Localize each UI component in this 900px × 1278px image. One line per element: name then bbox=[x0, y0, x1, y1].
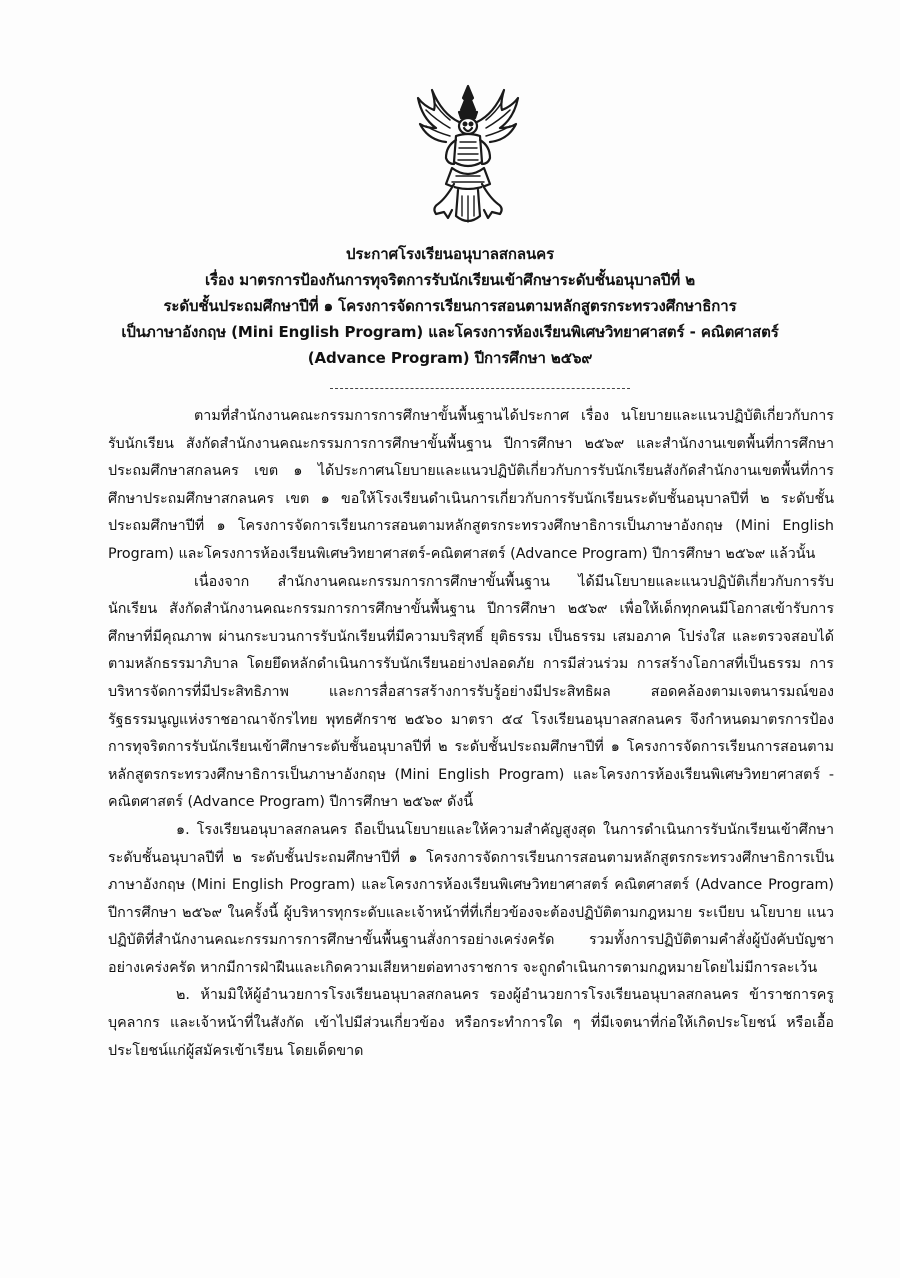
paragraph-measure-1: ๑. โรงเรียนอนุบาลสกลนคร ถือเป็นนโยบายและให้ความสำคัญสูงสุด ในการดำเนินการรับนักเรียนเข้าศึกษาระดับชั้นอนุบาลปีที่ ๒ ระดับชั้นประถมศึกษาปีที่ ๑ โครงการจัดการเรียนการสอนตามหลักสูตรกระทรวงศึกษาธิการเป็นภาษาอังกฤษ (Mini English Program) และโครงการห้องเรียนพิเศษวิทยาศาสตร์ คณิตศาสตร์ (Advance Program) ปีการศึกษา ๒๕๖๙ ในครั้งนี้ ผู้บริหารทุกระดับและเจ้าหน้าที่ที่เกี่ยวข้องจะต้องปฏิบัติตามกฎหมาย ระเบียบ นโยบาย แนวปฏิบัติที่สำนักงานคณะกรรมการการศึกษาขั้นพื้นฐานสั่งการอย่างเคร่งครัด รวมทั้งการปฏิบัติตามคำสั่งผู้บังคับบัญชาอย่างเคร่งครัด หากมีการฝ่าฝืนและเกิดความเสียหายต่อทางราชการ จะถูกดำเนินการตามกฎหมายโดยไม่มีการละเว้น bbox=[108, 821, 834, 976]
title-line-subject: เรื่อง มาตรการป้องกันการทุจริตการรับนักเรียนเข้าศึกษาระดับชั้นอนุบาลปีที่ ๒ bbox=[204, 271, 696, 289]
title-line-5: (Advance Program) ปีการศึกษา ๒๕๖๙ bbox=[307, 349, 593, 367]
announcement-title bbox=[90, 241, 810, 371]
garuda-emblem-icon bbox=[412, 84, 524, 229]
paragraph-background: ตามที่สำนักงานคณะกรรมการการศึกษาขั้นพื้นฐานได้ประกาศ เรื่อง นโยบายและแนวปฏิบัติเกี่ยวกับการรับนักเรียน สังกัดสำนักงานคณะกรรมการการศึกษาขั้นพื้นฐาน ปีการศึกษา ๒๕๖๙ และสำนักงานเขตพื้นที่การศึกษาประถมศึกษาสกลนคร เขต ๑ ได้ประกาศนโยบายและแนวปฏิบัติเกี่ยวกับการรับนักเรียนสังกัดสำนักงานเขตพื้นที่การศึกษาประถมศึกษาสกลนคร เขต ๑ ขอให้โรงเรียนดำเนินการเกี่ยวกับการรับนักเรียนระดับชั้นอนุบาลปีที่ ๒ ระดับชั้นประถมศึกษาปีที่ ๑ โครงการจัดการเรียนการสอนตามหลักสูตรกระทรวงศึกษาธิการเป็นภาษาอังกฤษ (Mini English Program) และโครงการห้องเรียนพิเศษวิทยาศาสตร์-คณิตศาสตร์ (Advance Program) ปีการศึกษา ๒๕๖๙ แล้วนั้น bbox=[108, 408, 834, 562]
title-line-3: ระดับชั้นประถมศึกษาปีที่ ๑ โครงการจัดการเรียนการสอนตามหลักสูตรกระทรวงศึกษาธิการ bbox=[163, 297, 737, 315]
announcement-body bbox=[108, 403, 834, 1065]
title-divider bbox=[330, 388, 630, 389]
paragraph-reason: เนื่องจาก สำนักงานคณะกรรมการการศึกษาขั้นพื้นฐาน ได้มีนโยบายและแนวปฏิบัติเกี่ยวกับการรับนักเรียน สังกัดสำนักงานคณะกรรมการการศึกษาขั้นพื้นฐาน ปีการศึกษา ๒๕๖๙ เพื่อให้เด็กทุกคนมีโอกาสเข้ารับการศึกษาที่มีคุณภาพ ผ่านกระบวนการรับนักเรียนที่มีความบริสุทธิ์ ยุติธรรม เป็นธรรม เสมอภาค โปร่งใส และตรวจสอบได้ ตามหลักธรรมาภิบาล โดยยึดหลักดำเนินการรับนักเรียนอย่างปลอดภัย การมีส่วนร่วม การสร้างโอกาสที่เป็นธรรม การบริหารจัดการที่มีประสิทธิภาพ และการสื่อสารสร้างการรับรู้อย่างมีประสิทธิผล สอดคล้องตามเจตนารมณ์ของรัฐธรรมนูญแห่งราชอาณาจักรไทย พุทธศักราช ๒๕๖๐ มาตรา ๕๔ โรงเรียนอนุบาลสกลนคร จึงกำหนดมาตรการป้องการทุจริตการรับนักเรียนเข้าศึกษาระดับชั้นอนุบาลปีที่ ๒ ระดับชั้นประถมศึกษาปีที่ ๑ โครงการจัดการเรียนการสอนตามหลักสูตรกระทรวงศึกษาธิการเป็นภาษาอังกฤษ (Mini English Program) และโครงการห้องเรียนพิเศษวิทยาศาสตร์ - คณิตศาสตร์ (Advance Program) ปีการศึกษา ๒๕๖๙ ดังนี้ bbox=[108, 573, 834, 811]
paragraph-measure-2: ๒. ห้ามมิให้ผู้อำนวยการโรงเรียนอนุบาลสกลนคร รองผู้อำนวยการโรงเรียนอนุบาลสกลนคร ข้าราชการครู บุคลากร และเจ้าหน้าที่ในสังกัด เข้าไปมีส่วนเกี่ยวข้อง หรือกระทำการใด ๆ ที่มีเจตนาที่ก่อให้เกิดประโยชน์ หรือเอื้อประโยชน์แก่ผู้สมัครเข้าเรียน โดยเด็ดขาด bbox=[108, 987, 834, 1059]
title-line-issuer: ประกาศโรงเรียนอนุบาลสกลนคร bbox=[345, 245, 555, 263]
title-line-4: เป็นภาษาอังกฤษ (Mini English Program) และโครงการห้องเรียนพิเศษวิทยาศาสตร์ - คณิตศาสตร์ bbox=[121, 323, 779, 341]
